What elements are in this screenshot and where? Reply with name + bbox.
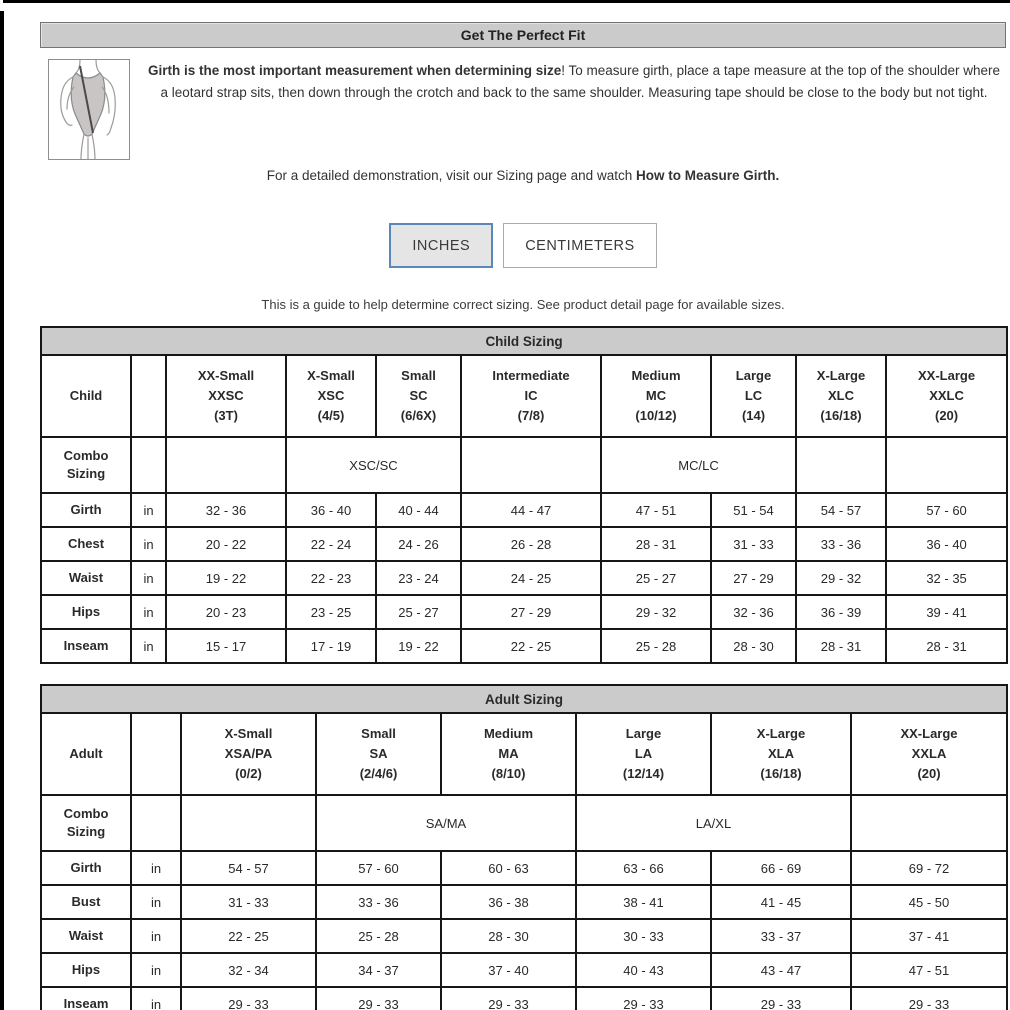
measurement-value-cell: 20 - 22 — [166, 527, 286, 561]
size-column-header: Small SA (2/4/6) — [316, 713, 441, 795]
measurement-value-cell: 31 - 33 — [711, 527, 796, 561]
measurement-value-cell: 23 - 24 — [376, 561, 461, 595]
measurement-value-cell: 29 - 33 — [711, 987, 851, 1010]
measurement-value-cell: 29 - 33 — [316, 987, 441, 1010]
measurement-row — [41, 629, 1007, 663]
measurement-value-cell: 63 - 66 — [576, 851, 711, 885]
measurement-value-cell: 41 - 45 — [711, 885, 851, 919]
girth-intro-section — [40, 59, 1006, 160]
measurement-value-cell: 40 - 43 — [576, 953, 711, 987]
measurement-value-cell: 25 - 27 — [376, 595, 461, 629]
inches-button[interactable]: INCHES — [389, 223, 493, 268]
measurement-value-cell: 36 - 38 — [441, 885, 576, 919]
combo-cell: LA/XL — [576, 795, 851, 851]
measurement-row — [41, 595, 1007, 629]
measurement-value-cell: 29 - 32 — [601, 595, 711, 629]
child-sizing-table — [40, 326, 1008, 664]
measurement-value-cell: 40 - 44 — [376, 493, 461, 527]
row-group-label: Adult — [41, 713, 131, 795]
measurement-value-cell: 37 - 40 — [441, 953, 576, 987]
measurement-label: Chest — [41, 527, 131, 561]
measurement-value-cell: 69 - 72 — [851, 851, 1007, 885]
measurement-value-cell: 19 - 22 — [166, 561, 286, 595]
measurement-label: Waist — [41, 561, 131, 595]
measurement-value-cell: 28 - 31 — [796, 629, 886, 663]
unit-cell: in — [131, 953, 181, 987]
measurement-value-cell: 43 - 47 — [711, 953, 851, 987]
column-header-row — [41, 713, 1007, 795]
size-column-header: Large LC (14) — [711, 355, 796, 437]
size-column-header: Medium MA (8/10) — [441, 713, 576, 795]
measurement-label: Inseam — [41, 629, 131, 663]
measurement-value-cell: 22 - 24 — [286, 527, 376, 561]
measurement-value-cell: 29 - 33 — [181, 987, 316, 1010]
unit-cell: in — [131, 561, 166, 595]
table-title: Adult Sizing — [41, 685, 1007, 713]
combo-row-label: Combo Sizing — [41, 795, 131, 851]
unit-cell: in — [131, 919, 181, 953]
measurement-label: Girth — [41, 851, 131, 885]
measurement-label: Girth — [41, 493, 131, 527]
unit-cell — [131, 795, 181, 851]
page-title-text: Get The Perfect Fit — [460, 27, 586, 43]
size-column-header: XX-Large XXLA (20) — [851, 713, 1007, 795]
measurement-value-cell: 33 - 36 — [796, 527, 886, 561]
measurement-value-cell: 19 - 22 — [376, 629, 461, 663]
combo-cell: XSC/SC — [286, 437, 461, 493]
unit-cell: in — [131, 885, 181, 919]
measurement-value-cell: 15 - 17 — [166, 629, 286, 663]
combo-cell — [851, 795, 1007, 851]
measurement-label: Bust — [41, 885, 131, 919]
measurement-value-cell: 60 - 63 — [441, 851, 576, 885]
measurement-label: Waist — [41, 919, 131, 953]
adult-sizing-table — [40, 684, 1008, 1010]
measurement-row — [41, 527, 1007, 561]
measurement-value-cell: 32 - 36 — [711, 595, 796, 629]
measurement-value-cell: 29 - 32 — [796, 561, 886, 595]
unit-cell: in — [131, 851, 181, 885]
sizing-demo-note — [40, 168, 1006, 183]
measurement-label: Hips — [41, 595, 131, 629]
measurement-value-cell: 36 - 39 — [796, 595, 886, 629]
girth-intro-rest: ! To measure girth, place a tape measure at the top of the shoulder where a leotard strap sits, then down through the crotch and back to the same shoulder. Measuring tape should be close to the body but not tight. — [160, 63, 1001, 100]
measurement-value-cell: 27 - 29 — [461, 595, 601, 629]
girth-intro-bold: Girth is the most important measurement when determining size — [147, 63, 562, 78]
measurement-value-cell: 25 - 28 — [601, 629, 711, 663]
size-column-header: X-Small XSA/PA (0/2) — [181, 713, 316, 795]
combo-row-label: Combo Sizing — [41, 437, 131, 493]
measurement-label: Inseam — [41, 987, 131, 1010]
sizing-guide-note: This is a guide to help determine correct sizing. See product detail page for available sizes. — [261, 297, 785, 312]
unit-column-header — [131, 355, 166, 437]
measurement-row — [41, 561, 1007, 595]
measurement-value-cell: 32 - 36 — [166, 493, 286, 527]
measurement-value-cell: 51 - 54 — [711, 493, 796, 527]
measurement-value-cell: 28 - 30 — [711, 629, 796, 663]
unit-column-header — [131, 713, 181, 795]
measurement-row — [41, 953, 1007, 987]
size-column-header: Large LA (12/14) — [576, 713, 711, 795]
measurement-value-cell: 22 - 23 — [286, 561, 376, 595]
unit-cell: in — [131, 493, 166, 527]
combo-cell — [461, 437, 601, 493]
measurement-value-cell: 57 - 60 — [316, 851, 441, 885]
measurement-value-cell: 33 - 37 — [711, 919, 851, 953]
measurement-value-cell: 28 - 30 — [441, 919, 576, 953]
measurement-value-cell: 34 - 37 — [316, 953, 441, 987]
combo-cell — [886, 437, 1007, 493]
screenshot-left-border — [0, 11, 4, 1010]
girth-intro-text — [130, 59, 1006, 160]
page-title — [40, 22, 1006, 48]
measurement-value-cell: 28 - 31 — [601, 527, 711, 561]
measurement-value-cell: 29 - 33 — [441, 987, 576, 1010]
measurement-value-cell: 45 - 50 — [851, 885, 1007, 919]
combo-cell — [796, 437, 886, 493]
measurement-row — [41, 919, 1007, 953]
measurement-value-cell: 30 - 33 — [576, 919, 711, 953]
measurement-row — [41, 493, 1007, 527]
measurement-value-cell: 25 - 27 — [601, 561, 711, 595]
sizing-demo-bold: How to Measure Girth. — [635, 168, 780, 183]
column-header-row — [41, 355, 1007, 437]
measurement-label: Hips — [41, 953, 131, 987]
combo-cell: MC/LC — [601, 437, 796, 493]
measurement-value-cell: 27 - 29 — [711, 561, 796, 595]
combo-cell — [181, 795, 316, 851]
measurement-value-cell: 22 - 25 — [461, 629, 601, 663]
measurement-value-cell: 24 - 26 — [376, 527, 461, 561]
size-column-header: X-Small XSC (4/5) — [286, 355, 376, 437]
size-chart-page — [40, 0, 1006, 1010]
measurement-value-cell: 36 - 40 — [886, 527, 1007, 561]
unit-cell: in — [131, 527, 166, 561]
combo-sizing-row — [41, 795, 1007, 851]
measurement-value-cell: 57 - 60 — [886, 493, 1007, 527]
combo-cell: SA/MA — [316, 795, 576, 851]
measurement-value-cell: 29 - 33 — [576, 987, 711, 1010]
measurement-value-cell: 47 - 51 — [851, 953, 1007, 987]
centimeters-button[interactable]: CENTIMETERS — [503, 223, 656, 268]
size-column-header: Intermediate IC (7/8) — [461, 355, 601, 437]
measurement-row — [41, 885, 1007, 919]
measurement-value-cell: 29 - 33 — [851, 987, 1007, 1010]
size-column-header: Small SC (6/6X) — [376, 355, 461, 437]
table-title-row — [41, 685, 1007, 713]
size-column-header: Medium MC (10/12) — [601, 355, 711, 437]
measurement-value-cell: 17 - 19 — [286, 629, 376, 663]
unit-cell: in — [131, 629, 166, 663]
measurement-value-cell: 28 - 31 — [886, 629, 1007, 663]
measurement-value-cell: 44 - 47 — [461, 493, 601, 527]
measurement-value-cell: 20 - 23 — [166, 595, 286, 629]
unit-cell — [131, 437, 166, 493]
measurement-value-cell: 31 - 33 — [181, 885, 316, 919]
measurement-value-cell: 66 - 69 — [711, 851, 851, 885]
measurement-value-cell: 36 - 40 — [286, 493, 376, 527]
measurement-value-cell: 26 - 28 — [461, 527, 601, 561]
measurement-value-cell: 33 - 36 — [316, 885, 441, 919]
measurement-value-cell: 47 - 51 — [601, 493, 711, 527]
measurement-value-cell: 24 - 25 — [461, 561, 601, 595]
measurement-value-cell: 32 - 34 — [181, 953, 316, 987]
size-column-header: X-Large XLA (16/18) — [711, 713, 851, 795]
table-title: Child Sizing — [41, 327, 1007, 355]
measurement-row — [41, 851, 1007, 885]
measurement-value-cell: 54 - 57 — [181, 851, 316, 885]
measurement-value-cell: 23 - 25 — [286, 595, 376, 629]
measurement-value-cell: 37 - 41 — [851, 919, 1007, 953]
sizing-demo-prefix: For a detailed demonstration, visit our Sizing page and watch — [266, 168, 636, 183]
size-column-header: XX-Large XXLC (20) — [886, 355, 1007, 437]
combo-cell — [166, 437, 286, 493]
row-group-label: Child — [41, 355, 131, 437]
size-column-header: XX-Small XXSC (3T) — [166, 355, 286, 437]
unit-toggle — [40, 223, 1006, 268]
measurement-value-cell: 22 - 25 — [181, 919, 316, 953]
unit-cell: in — [131, 987, 181, 1010]
combo-sizing-row — [41, 437, 1007, 493]
measurement-row — [41, 987, 1007, 1010]
measurement-value-cell: 54 - 57 — [796, 493, 886, 527]
measurement-value-cell: 39 - 41 — [886, 595, 1007, 629]
unit-cell: in — [131, 595, 166, 629]
table-title-row — [41, 327, 1007, 355]
measurement-value-cell: 25 - 28 — [316, 919, 441, 953]
girth-measurement-illustration-icon — [48, 59, 130, 160]
measurement-value-cell: 32 - 35 — [886, 561, 1007, 595]
size-column-header: X-Large XLC (16/18) — [796, 355, 886, 437]
measurement-value-cell: 38 - 41 — [576, 885, 711, 919]
